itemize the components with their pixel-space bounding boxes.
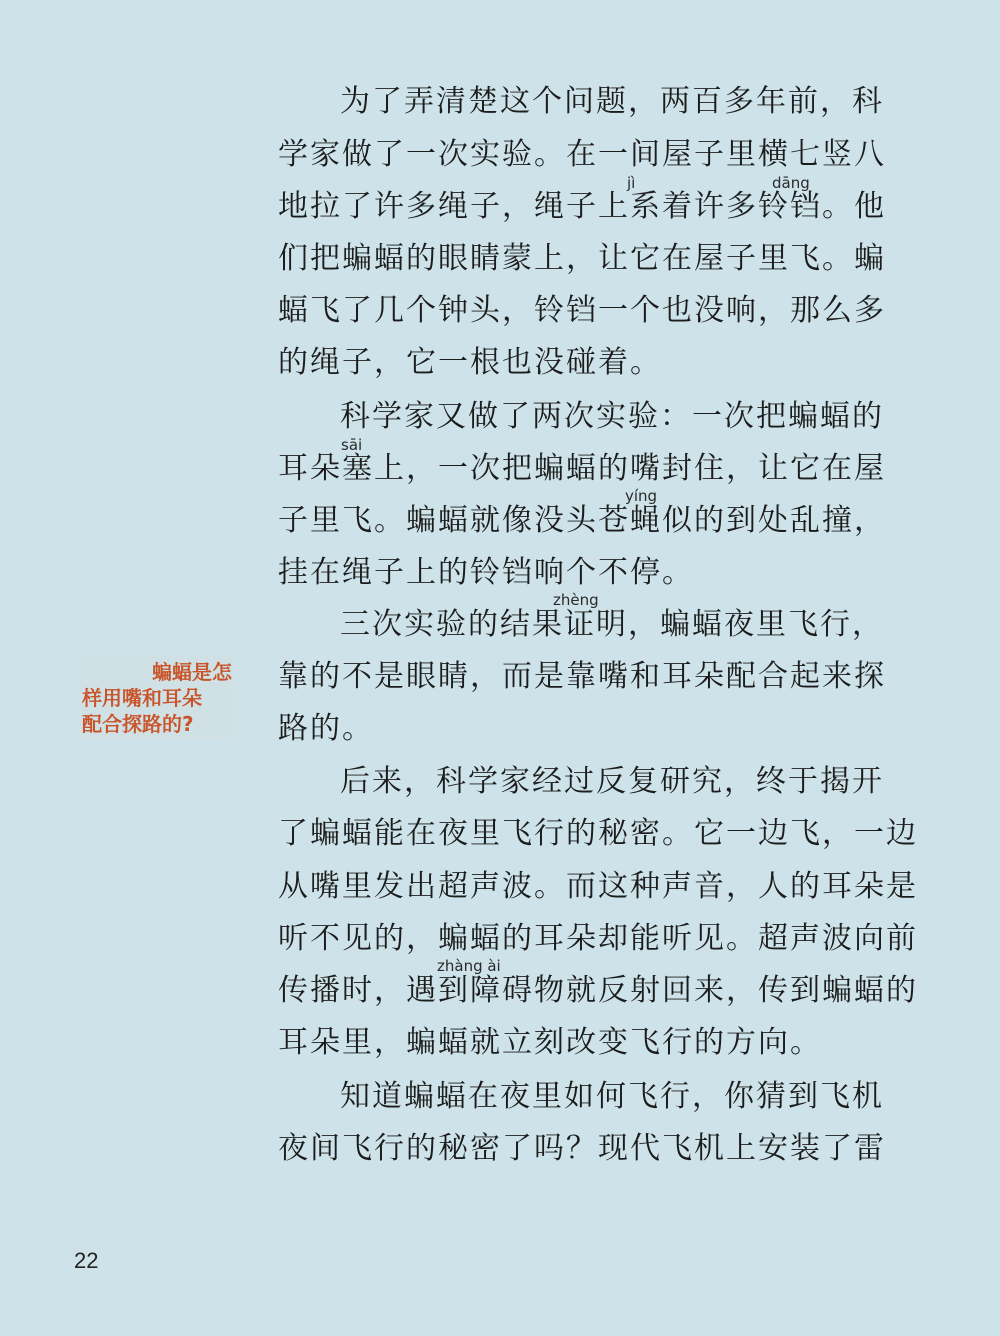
note-line: 配合探路的? <box>82 712 194 736</box>
pinyin-annotation: dāng <box>772 174 810 192</box>
paragraph-line: 了蝙蝠能在夜里飞行的秘密。它一边飞，一边 <box>278 816 918 851</box>
paragraph-line: 为了弄清楚这个问题，两百多年前，科 <box>340 84 884 119</box>
paragraph-line: 传播时，遇到障碍物就反射回来，传到蝙蝠的 <box>278 973 918 1008</box>
paragraph-line: 们把蝙蝠的眼睛蒙上，让它在屋子里飞。蝙 <box>278 241 886 276</box>
note-line: 蝙蝠是怎 <box>152 660 232 684</box>
paragraph-line: 子里飞。蝙蝠就像没头苍蝇似的到处乱撞， <box>278 503 886 538</box>
paragraph-line: 三次实验的结果证明，蝙蝠夜里飞行， <box>340 607 884 642</box>
paragraph-line: 听不见的，蝙蝠的耳朵却能听见。超声波向前 <box>278 921 918 956</box>
pinyin-annotation: yíng <box>625 487 658 505</box>
margin-question-note <box>78 655 236 741</box>
paragraph-line: 蝠飞了几个钟头，铃铛一个也没响，那么多 <box>278 293 886 328</box>
note-line: 样用嘴和耳朵 <box>82 686 202 710</box>
paragraph-line: 路的。 <box>278 711 374 746</box>
paragraph-line: 夜间飞行的秘密了吗？现代飞机上安装了雷 <box>278 1131 886 1166</box>
paragraph-line: 知道蝙蝠在夜里如何飞行，你猜到飞机 <box>340 1079 884 1114</box>
pinyin-annotation: zhàng ài <box>437 957 501 975</box>
paragraph-line: 耳朵塞上，一次把蝙蝠的嘴封住，让它在屋 <box>278 451 886 486</box>
pinyin-annotation: jì <box>627 174 636 192</box>
paragraph-line: 的绳子，它一根也没碰着。 <box>278 345 662 380</box>
paragraph-line: 从嘴里发出超声波。而这种声音，人的耳朵是 <box>278 869 918 904</box>
page-number: 22 <box>74 1248 99 1273</box>
paragraph-line: 挂在绳子上的铃铛响个不停。 <box>278 555 694 590</box>
paragraph-line: 耳朵里，蝙蝠就立刻改变飞行的方向。 <box>278 1025 822 1060</box>
pinyin-annotation: zhèng <box>553 591 599 609</box>
paragraph-line: 后来，科学家经过反复研究，终于揭开 <box>340 764 884 799</box>
paragraph-line: 靠的不是眼睛，而是靠嘴和耳朵配合起来探 <box>278 659 886 694</box>
paragraph-line: 科学家又做了两次实验：一次把蝙蝠的 <box>340 399 884 434</box>
pinyin-annotation: sāi <box>341 436 363 454</box>
paragraph-line: 地拉了许多绳子，绳子上系着许多铃铛。他 <box>278 189 886 224</box>
paragraph-line: 学家做了一次实验。在一间屋子里横七竖八 <box>278 137 886 172</box>
